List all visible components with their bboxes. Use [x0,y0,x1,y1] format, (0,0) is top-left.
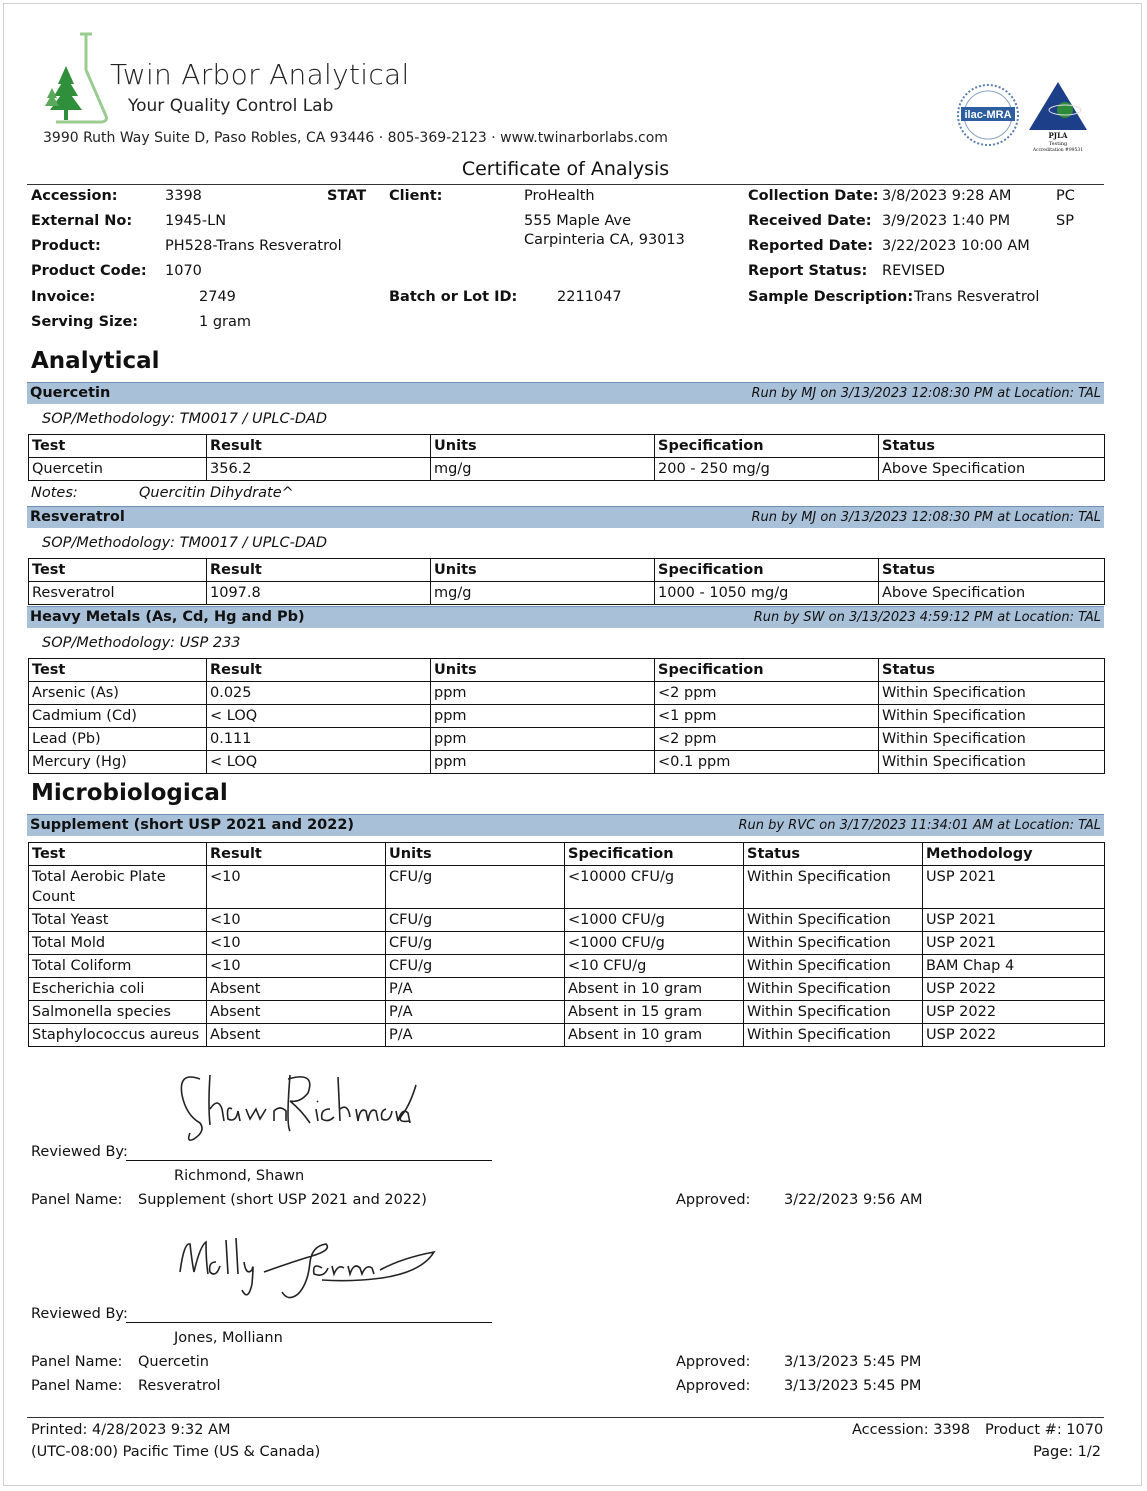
panel-name: Resveratrol [30,509,125,525]
column-header: Specification [655,659,879,682]
sample-desc-label: Sample Description: [748,289,914,305]
status-cell: Above Specification [879,582,1105,605]
result-cell: < LOQ [207,751,431,774]
received-code: SP [1056,213,1074,229]
column-header: Methodology [923,843,1105,866]
table-header-row [29,843,1105,866]
units-cell: CFU/g [386,909,565,932]
client-city: Carpinteria CA, 93013 [524,232,685,248]
column-header: Test [29,659,207,682]
panel-name-label: Panel Name: [31,1192,123,1208]
reported-value: 3/22/2023 10:00 AM [882,238,1030,254]
status-cell: Within Specification [744,955,923,978]
status-cell: Within Specification [744,978,923,1001]
result-cell: 0.111 [207,728,431,751]
spec-cell: <2 ppm [655,728,879,751]
pjla-logo-icon [1025,78,1091,154]
collection-label: Collection Date: [748,188,879,204]
spec-cell: <1000 CFU/g [565,932,744,955]
status-cell: Above Specification [879,458,1105,481]
reviewed-by-label: Reviewed By: [31,1144,128,1160]
spec-cell: 200 - 250 mg/g [655,458,879,481]
svg-text:ilac-MRA: ilac-MRA [964,109,1012,121]
table-row [29,728,1105,751]
units-cell: mg/g [431,458,655,481]
result-cell: Absent [207,1024,386,1047]
sop-methodology: SOP/Methodology: TM0017 / UPLC-DAD [42,535,328,551]
page-number: Page: 1/2 [1033,1444,1101,1460]
sop-methodology: SOP/Methodology: TM0017 / UPLC-DAD [42,411,328,427]
client-label: Client: [389,188,443,204]
table-row [29,1024,1105,1047]
panel-name-label: Panel Name: [31,1354,123,1370]
approved-label: Approved: [676,1192,751,1208]
micro-panel-band [27,814,1104,836]
status-cell: Within Specification [879,728,1105,751]
footer-rule [27,1417,1104,1418]
approved-label: Approved: [676,1354,751,1370]
reviewer-name: Richmond, Shawn [174,1168,305,1184]
units-cell: P/A [386,978,565,1001]
header-rule [27,184,1104,185]
signature-line [126,1160,492,1161]
client-name: ProHealth [524,188,595,204]
units-cell: P/A [386,1024,565,1047]
units-cell: ppm [431,751,655,774]
table-row [29,978,1105,1001]
test-cell: Mercury (Hg) [29,751,207,774]
serving-label: Serving Size: [31,314,139,330]
run-info: Run by SW on 3/13/2023 4:59:12 PM at Location: TAL [753,610,1101,625]
status-cell: Within Specification [879,751,1105,774]
spec-cell: <10 CFU/g [565,955,744,978]
table-header-row [29,659,1105,682]
product-code-value: 1070 [165,263,202,279]
svg-text:PJLA: PJLA [1048,131,1068,140]
test-cell: Resveratrol [29,582,207,605]
result-cell: 0.025 [207,682,431,705]
result-cell: <10 [207,909,386,932]
column-header: Units [386,843,565,866]
column-header: Result [207,843,386,866]
signature-molly-jones [172,1232,442,1308]
status-cell: Within Specification [744,909,923,932]
units-cell: ppm [431,705,655,728]
test-cell: Total Yeast [29,909,207,932]
column-header: Status [879,559,1105,582]
units-cell: ppm [431,728,655,751]
tree-flask-logo-icon [40,30,112,130]
table-row [29,932,1105,955]
accession-value: 3398 [165,188,202,204]
column-header: Status [744,843,923,866]
methodology-cell: USP 2021 [923,932,1105,955]
report-status-value: REVISED [882,263,945,279]
spec-cell: 1000 - 1050 mg/g [655,582,879,605]
status-cell: Within Specification [879,705,1105,728]
product-code-label: Product Code: [31,263,147,279]
external-label: External No: [31,213,133,229]
result-cell: <10 [207,866,386,909]
methodology-cell: USP 2021 [923,866,1105,909]
stat-flag: STAT [327,188,367,204]
test-cell: Total Mold [29,932,207,955]
result-cell: < LOQ [207,705,431,728]
table-row [29,909,1105,932]
printed-timestamp: Printed: 4/28/2023 9:32 AM [31,1422,231,1438]
quercetin-panel-band [27,382,1104,404]
test-cell: Staphylococcus aureus [29,1024,207,1047]
test-cell: Total Coliform [29,955,207,978]
approved-label: Approved: [676,1378,751,1394]
column-header: Units [431,559,655,582]
test-cell: Cadmium (Cd) [29,705,207,728]
external-value: 1945-LN [165,213,227,229]
svg-text:Accreditation #99531: Accreditation #99531 [1032,148,1084,153]
column-header: Test [29,843,207,866]
column-header: Specification [565,843,744,866]
micro-table [28,842,1105,1047]
spec-cell: <1000 CFU/g [565,909,744,932]
table-row [29,582,1105,605]
panel-name-value: Resveratrol [138,1378,221,1394]
reviewed-by-label: Reviewed By: [31,1306,128,1322]
panel-name: Supplement (short USP 2021 and 2022) [30,817,355,833]
table-row [29,866,1105,909]
invoice-label: Invoice: [31,289,96,305]
lab-tagline: Your Quality Control Lab [128,96,334,116]
panel-name-value: Supplement (short USP 2021 and 2022) [138,1192,427,1208]
test-cell: Total Aerobic Plate Count [29,866,207,909]
batch-value: 2211047 [557,289,622,305]
column-header: Status [879,435,1105,458]
column-header: Units [431,435,655,458]
run-info: Run by MJ on 3/13/2023 12:08:30 PM at Location: TAL [751,510,1101,525]
table-row [29,751,1105,774]
status-cell: Within Specification [744,1001,923,1024]
heavy-metals-panel-band [27,606,1104,628]
collection-value: 3/8/2023 9:28 AM [882,188,1012,204]
panel-name-value: Quercetin [138,1354,209,1370]
run-info: Run by RVC on 3/17/2023 11:34:01 AM at Location: TAL [738,818,1101,833]
methodology-cell: USP 2022 [923,1001,1105,1024]
svg-text:Testing: Testing [1048,141,1068,147]
signature-shawn-richmond [170,1065,420,1147]
result-cell: 1097.8 [207,582,431,605]
status-cell: Within Specification [744,866,923,909]
status-cell: Within Specification [744,1024,923,1047]
column-header: Specification [655,435,879,458]
sample-desc-value: Trans Resveratrol [914,289,1040,305]
footer-product: Product #: 1070 [985,1422,1104,1438]
product-value: PH528-Trans Resveratrol [165,238,342,254]
lab-address: 3990 Ruth Way Suite D, Paso Robles, CA 93446 · 805-369-2123 · www.twinarborlabs.com [43,130,668,146]
table-row [29,705,1105,728]
panel-name-label: Panel Name: [31,1378,123,1394]
units-cell: CFU/g [386,932,565,955]
status-cell: Within Specification [744,932,923,955]
table-header-row [29,435,1105,458]
column-header: Status [879,659,1105,682]
test-cell: Arsenic (As) [29,682,207,705]
microbiological-heading: Microbiological [31,780,228,806]
units-cell: ppm [431,682,655,705]
spec-cell: <1 ppm [655,705,879,728]
column-header: Test [29,435,207,458]
report-status-label: Report Status: [748,263,868,279]
reported-label: Reported Date: [748,238,874,254]
test-cell: Salmonella species [29,1001,207,1024]
run-info: Run by MJ on 3/13/2023 12:08:30 PM at Location: TAL [751,386,1101,401]
resveratrol-table [28,558,1105,605]
spec-cell: Absent in 15 gram [565,1001,744,1024]
lab-name: Twin Arbor Analytical [110,58,410,91]
panel-name: Heavy Metals (As, Cd, Hg and Pb) [30,609,305,625]
result-cell: <10 [207,932,386,955]
signature-line [126,1322,492,1323]
units-cell: CFU/g [386,866,565,909]
analytical-heading: Analytical [31,348,160,374]
spec-cell: <2 ppm [655,682,879,705]
notes-value: Quercitin Dihydrate^ [139,485,294,501]
collection-code: PC [1056,188,1075,204]
table-header-row [29,559,1105,582]
column-header: Result [207,559,431,582]
spec-cell: <0.1 ppm [655,751,879,774]
spec-cell: <10000 CFU/g [565,866,744,909]
column-header: Result [207,659,431,682]
table-row [29,1001,1105,1024]
footer-accession: Accession: 3398 [852,1422,971,1438]
invoice-value: 2749 [199,289,236,305]
timezone: (UTC-08:00) Pacific Time (US & Canada) [31,1444,321,1460]
ilac-mra-logo-icon [955,82,1021,148]
column-header: Result [207,435,431,458]
units-cell: CFU/g [386,955,565,978]
heavy-metals-table [28,658,1105,774]
result-cell: Absent [207,978,386,1001]
received-label: Received Date: [748,213,872,229]
reviewer-name: Jones, Molliann [174,1330,283,1346]
product-label: Product: [31,238,101,254]
panel-name: Quercetin [30,385,111,401]
status-cell: Within Specification [879,682,1105,705]
methodology-cell: BAM Chap 4 [923,955,1105,978]
column-header: Test [29,559,207,582]
result-cell: Absent [207,1001,386,1024]
received-value: 3/9/2023 1:40 PM [882,213,1011,229]
methodology-cell: USP 2022 [923,1024,1105,1047]
accession-label: Accession: [31,188,118,204]
table-row [29,955,1105,978]
sop-methodology: SOP/Methodology: USP 233 [42,635,241,651]
table-row [29,458,1105,481]
batch-label: Batch or Lot ID: [389,289,518,305]
test-cell: Lead (Pb) [29,728,207,751]
spec-cell: Absent in 10 gram [565,1024,744,1047]
test-cell: Quercetin [29,458,207,481]
methodology-cell: USP 2021 [923,909,1105,932]
result-cell: 356.2 [207,458,431,481]
spec-cell: Absent in 10 gram [565,978,744,1001]
approved-value: 3/13/2023 5:45 PM [784,1354,922,1370]
serving-value: 1 gram [199,314,252,330]
methodology-cell: USP 2022 [923,978,1105,1001]
units-cell: mg/g [431,582,655,605]
units-cell: P/A [386,1001,565,1024]
approved-value: 3/22/2023 9:56 AM [784,1192,923,1208]
client-street: 555 Maple Ave [524,213,632,229]
test-cell: Escherichia coli [29,978,207,1001]
resveratrol-panel-band [27,506,1104,528]
table-row [29,682,1105,705]
column-header: Specification [655,559,879,582]
notes-label: Notes: [31,485,78,501]
column-header: Units [431,659,655,682]
approved-value: 3/13/2023 5:45 PM [784,1378,922,1394]
quercetin-table [28,434,1105,481]
result-cell: <10 [207,955,386,978]
document-title: Certificate of Analysis [461,158,670,180]
